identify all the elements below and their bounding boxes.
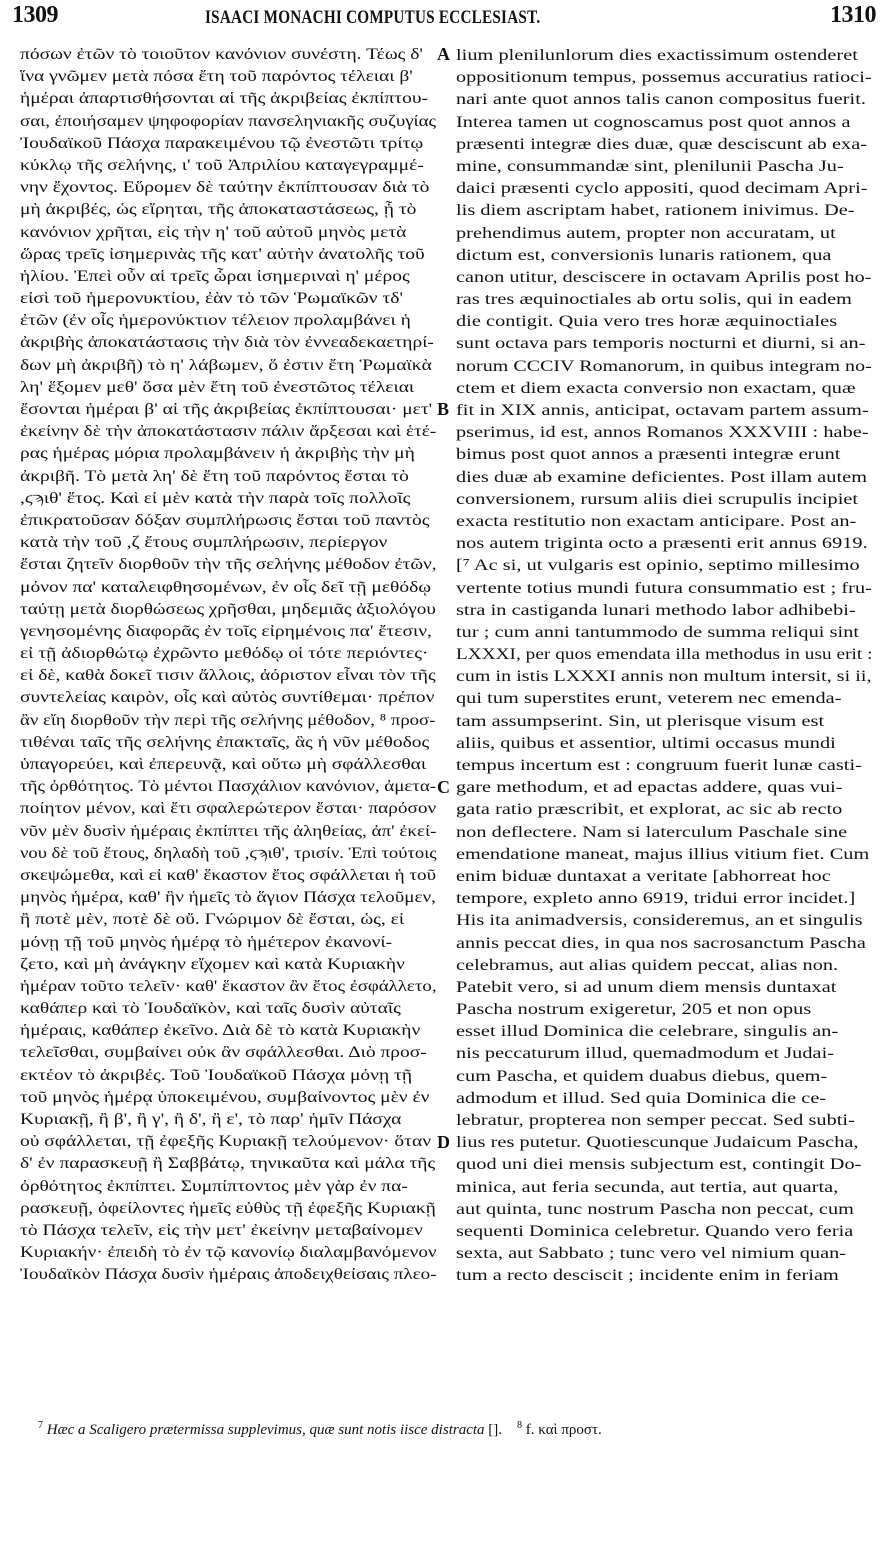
- footnote-mark-8: 8: [517, 1420, 523, 1431]
- latin-line: admodum et illud. Sed quia Dominica die ce-: [456, 1088, 827, 1107]
- greek-line: τοῦ μηνὸς ἡμέρᾳ ὑποκειμένου, συμβαίνοντος μὲν ἐν: [20, 1088, 430, 1106]
- latin-line: cum in istis LXXXI annis non multum intersit, si ii,: [456, 667, 872, 686]
- latin-line: nis peccaturum illud, quemadmodum et Judai-: [456, 1044, 835, 1063]
- greek-line: μόνον πα' καταλειφθησομένων, ἐν οἷς δεῖ τῇ μεθόδῳ: [20, 578, 432, 596]
- latin-line: emendatione maneat, majus illius vitium fiet. Cum: [456, 844, 870, 863]
- latin-line: daici præsenti cyclo appositi, quod decimam Apri-: [456, 179, 868, 198]
- latin-line: celebramus, aut alias quidem peccat, alias non.: [456, 955, 839, 974]
- latin-line: cum Pascha, et quidem duabus diebus, quem-: [456, 1066, 828, 1085]
- latin-line: conversionem, rursum aliis diei scrupulis incipiet: [456, 489, 859, 508]
- greek-line: δ' ἐν παρασκευῇ ἢ Σαββάτῳ, τηνικαῦτα καὶ μάλα τῆς: [20, 1155, 436, 1173]
- latin-line: Patebit vero, si ad unum diem mensis duntaxat: [456, 977, 837, 996]
- greek-line: λη' ἕξομεν μεθ' ὅσα μὲν ἔτη τοῦ ἐνεστῶτος τέλειαι: [20, 378, 415, 396]
- latin-line: qui tum superstites erunt, veterem nec emenda-: [456, 689, 842, 708]
- greek-line: οὐ σφάλλεται, τῇ ἐφεξῆς Κυριακῇ τελούμενον· ὅταν: [20, 1133, 432, 1151]
- latin-line: mine, consummandæ sint, plenilunii Pascha Ju-: [456, 156, 844, 175]
- margin-letter-a: A: [437, 44, 450, 64]
- latin-line: [⁷ Ac si, ut vulgaris est opinio, septimo millesimo: [456, 556, 860, 575]
- greek-line: ἐκείνην δὲ τὴν ἀποκατάστασιν πάλιν ἄρξεσαι καὶ ἑτέ-: [20, 423, 437, 441]
- latin-line: His ita animadversis, consideremus, an et singulis: [456, 911, 863, 930]
- greek-line: ἡμέραι ἀπαρτισθήσονται αἱ τῆς ἀκριβείας ἐκπίπτου-: [20, 90, 428, 108]
- greek-line: κανόνιον χρῆται, εἰς τὴν η' τοῦ αὐτοῦ μηνὸς μετὰ: [20, 223, 407, 241]
- latin-line: non deflectere. Nam si laterculum Paschale sine: [456, 822, 848, 841]
- greek-line: ἡμέραις, καθάπερ ἐκεῖνο. Διὰ δὲ τὸ κατὰ Κυριακὴν: [20, 1022, 421, 1040]
- latin-line: LXXXI, per quos emendata illa methodus in usu erit :: [456, 645, 873, 664]
- greek-line: εκτέον τὸ ἀκριβές. Τοῦ Ἰουδαϊκοῦ Πάσχα μόνῃ τῇ: [20, 1066, 413, 1084]
- latin-line: nos autem triginta octo a præsenti erit annus 6919.: [456, 534, 868, 553]
- latin-line: gata ratio præscribit, et explorat, ac sic ab recto: [456, 800, 843, 819]
- greek-line: ἐπικρατοῦσαν δόξαν συμπλήρωσις ἔσται τοῦ παντὸς: [20, 511, 430, 529]
- margin-letter-d: D: [437, 1131, 450, 1152]
- latin-line: prehendimus autem, propter non accuratam, ut: [456, 223, 836, 242]
- greek-line: τὸ Πάσχα τελεῖν, εἰς τὴν μετ' ἐκείνην μεταβαίνομεν: [20, 1221, 423, 1239]
- latin-line: ras tres æquinoctiales ab ortu solis, qui in eadem: [456, 290, 852, 309]
- latin-line: sunt octava pars temporis nocturni et diurni, si an-: [456, 334, 866, 353]
- latin-line: sexta, aut Sabbato ; tunc vero vel nimium quan-: [456, 1244, 847, 1263]
- latin-line: tam assumpserint. Sin, ut plerisque visum est: [456, 711, 825, 730]
- greek-line: ἵνα γνῶμεν μετὰ πόσα ἔτη τοῦ παρόντος τέλειαι β': [20, 68, 413, 86]
- greek-line: μηνὸς ἡμέρα, καθ' ἣν ἡμεῖς τὸ ἅγιον Πάσχα τελοῦμεν,: [20, 889, 436, 907]
- greek-line: ἔσται ζητεῖν διορθοῦν τὴν τῆς σελήνης μέθοδον ἐτῶν,: [20, 556, 437, 574]
- footnote-text-7: Hæc a Scaligero prætermissa supplevimus, quæ sunt notis iisce distracta: [46, 1422, 485, 1438]
- greek-line: Κυριακήν· ἐπειδὴ τὸ ἐν τῷ κανονίῳ διαλαμβανόμενον: [20, 1244, 437, 1262]
- greek-line: ἡλίου. Ἐπεὶ οὖν αἱ τρεῖς ὧραι ἰσημεριναὶ η' μέρος: [20, 267, 410, 285]
- greek-line: νου δὲ τοῦ ἔτους, δηλαδὴ τοῦ ,ϛϡιθ', τρισίν. Ἐπὶ τούτοις: [20, 844, 437, 862]
- latin-line: sequenti Dominica celebretur. Quando vero feria: [456, 1221, 854, 1240]
- greek-line: Κυριακῇ, ἢ β', ἢ γ', ἢ δ', ἢ ε', τὸ παρ' ἡμῖν Πάσχα: [20, 1111, 402, 1128]
- latin-line: præsenti integræ dies duæ, quæ desciscunt ab exa-: [456, 134, 868, 153]
- latin-line: pserimus, id est, annos Romanos XXXVIII : habe-: [456, 423, 869, 442]
- latin-line: tur ; cum anni tantummodo de summa reliqui sint: [456, 622, 860, 641]
- greek-line: πόσων ἐτῶν τὸ τοιοῦτον κανόνιον συνέστη. Τέως δ': [20, 46, 423, 63]
- footnote-brackets: [].: [488, 1422, 503, 1438]
- page-number-left: 1309: [12, 2, 58, 28]
- latin-line: enim biduæ duntaxat a veritate [abhorreat hoc: [456, 866, 831, 885]
- latin-line: tempus incertum est : congruum fuerit lunæ casti-: [456, 756, 862, 774]
- greek-line: εἰ δὲ, καθὰ δοκεῖ τισιν ἄλλοις, ἀόριστον εἶναι τὸν τῆς: [20, 667, 436, 685]
- greek-line: Ἰουδαϊκοῦ Πάσχα παρακειμένου τῷ ἐνεστῶτι τρίτῳ: [20, 134, 424, 152]
- latin-line: fit in XIX annis, anticipat, octavam partem assum-: [456, 401, 869, 419]
- running-title: ISAACI MONACHI COMPUTUS ECCLESIAST.: [205, 8, 541, 28]
- greek-line: εἰ τῇ ἀδιορθώτῳ ἐχρῶντο μεθόδῳ οἱ τότε περιόντες·: [20, 645, 429, 663]
- greek-line: συντελείας καιρὸν, οἷς καὶ αὐτὸς συντίθεμαι· πρέπον: [20, 689, 435, 707]
- latin-line: aliis, quibus et assentior, ultimi occasus mundi: [456, 733, 836, 752]
- latin-line: quod uni diei mensis subjectum est, contingit Do-: [456, 1155, 862, 1174]
- footnotes: [38, 1420, 858, 1439]
- greek-line: τῆς ὀρθότητος. Τὸ μέντοι Πασχάλιον κανόνιον, ἀμετα-: [20, 778, 437, 796]
- greek-line: σαι, ἐποιήσαμεν ψηφοφορίαν πανσεληνιακῆς συζυγίας: [20, 112, 437, 130]
- greek-line: ,ϛϡιθ' ἔτος. Καὶ εἰ μὲν κατὰ τὴν παρὰ τοῖς πολλοῖς: [20, 489, 411, 507]
- page-number-right: 1310: [830, 2, 876, 28]
- latin-line: bimus post quot annos a præsenti integræ erunt: [456, 445, 841, 464]
- latin-line: exacta restitutio non exactam anticipare. Post an-: [456, 511, 857, 530]
- latin-line: tum a recto desciscit ; incidente enim in feriam: [456, 1266, 839, 1285]
- latin-line: dictum est, conversionis lunaris rationem, qua: [456, 245, 832, 264]
- latin-line: lis diem ascriptam habet, rationem inivimus. De-: [456, 201, 855, 220]
- latin-line: esset illud Dominica die celebrare, singulis an-: [456, 1022, 839, 1041]
- greek-line: ὀρθότητος ἐκπίπτει. Συμπίπτοντος μὲν γὰρ ἐν πα-: [20, 1177, 408, 1195]
- latin-line: canon utitur, desciscere in octavam Aprilis post ho-: [456, 267, 872, 286]
- greek-line: τελεῖσθαι, συμβαίνει οὐκ ἂν σφάλλεσθαι. Διὸ προσ-: [20, 1044, 427, 1062]
- margin-letter-c: C: [437, 776, 450, 797]
- latin-column: [456, 44, 872, 1287]
- latin-line: gare methodum, et ad epactas addere, quas vui-: [456, 778, 843, 797]
- latin-line: tempore, expleto anno 6919, tridui error incidet.]: [456, 889, 856, 908]
- greek-column: [20, 44, 436, 1287]
- latin-line: minica, aut feria secunda, aut tertia, aut quarta,: [456, 1177, 839, 1196]
- latin-line: norum CCCIV Romanorum, in quibus integram no-: [456, 356, 872, 375]
- margin-letter-b: B: [437, 399, 450, 420]
- footnote-text-8: f. καὶ προστ.: [525, 1422, 602, 1438]
- greek-line: δων μὴ ἀκριβῆ) τὸ η' λάβωμεν, ὅ ἐστιν ἔτη Ῥωμαϊκὰ: [20, 356, 432, 374]
- greek-line: ἢ ποτὲ μὲν, ποτὲ δὲ οὔ. Γνώριμον δὲ ἔσται, ὡς, εἰ: [20, 911, 405, 929]
- greek-line: νῦν μὲν δυσὶν ἡμέραις ἐκπίπτει τῆς ἀληθείας, ἀπ' ἐκεί-: [20, 822, 437, 840]
- greek-line: ὑπαγορεύει, καὶ ἐπερευνᾷ, καὶ οὕτω μὴ σφάλλεσθαι: [20, 756, 427, 773]
- greek-line: κύκλῳ τῆς σελήνης, ι' τοῦ Ἀπριλίου καταγεγραμμέ-: [20, 156, 424, 174]
- page-header: [0, 0, 886, 38]
- latin-line: lius res putetur. Quotiescunque Judaicum Pascha,: [456, 1133, 859, 1152]
- latin-line: aut quinta, tunc nostrum Pascha non peccat, cum: [456, 1199, 854, 1218]
- greek-line: ἀκριβὴς ἀποκατάστασις τὴν διὰ τὸν ἐννεαδεκαετηρί-: [20, 334, 434, 352]
- greek-line: ἀκριβῆ. Τὸ μετὰ λη' δὲ ἔτη τοῦ παρόντος ἔσται τὸ: [20, 467, 409, 485]
- latin-line: lebratur, propterea non semper peccat. Sed subti-: [456, 1111, 855, 1129]
- greek-line: νην ἔχοντος. Εὕρομεν δὲ ταύτην ἐκπίπτουσαν διὰ τὸ: [20, 179, 430, 197]
- latin-line: vertente totius mundi futura consummatio est ; fru-: [456, 578, 872, 597]
- latin-line: lium plenilunlorum dies exactissimum ostenderet: [456, 46, 858, 64]
- greek-line: ρας ἡμέρας μόρια προλαμβάνειν ἡ ἀκριβὴς τὴν μὴ: [20, 445, 415, 463]
- greek-line: εἰσὶ τοῦ ἡμερονυκτίου, ἐὰν τὸ τῶν Ῥωμαϊκῶν τδ': [20, 290, 403, 308]
- greek-line: μὴ ἀκριβές, ὡς εἴρηται, τῆς ἀποκαταστάσεως, ᾗ τὸ: [20, 201, 417, 219]
- greek-line: ὥρας τρεῖς ἰσημερινὰς τῆς κατ' αὐτὴν ἀνατολῆς τοῦ: [20, 245, 425, 263]
- latin-line: oppositionum tempus, possemus accuratius ratioci-: [456, 68, 872, 87]
- latin-line: nari ante quot annos talis canon compositus fuerit.: [456, 90, 867, 109]
- greek-line: ποίητον μένον, καὶ ἔτι σφαλερώτερον ἔσται· παρόσον: [20, 800, 437, 818]
- footnote-mark-7: 7: [38, 1420, 43, 1431]
- greek-line: Ἰουδαϊκὸν Πάσχα δυσὶν ἡμέραις ἀποδειχθείσαις πλεο-: [20, 1266, 437, 1284]
- greek-line: μόνῃ τῇ τοῦ μηνὸς ἡμέρᾳ τὸ ἡμέτερον ἐκανονί-: [20, 933, 393, 951]
- latin-line: die contigit. Quia vero tres horæ æquinoctiales: [456, 312, 838, 331]
- latin-line: annis peccat dies, in qua nos sacrosanctum Pascha: [456, 933, 866, 952]
- greek-line: σκεψώμεθα, καὶ εἰ καθ' ἕκαστον ἔτος σφάλλεται ἡ τοῦ: [20, 866, 437, 884]
- greek-line: τιθέναι ταῖς τῆς σελήνης ἐπακταῖς, ἃς ἡ νῦν μέθοδος: [20, 733, 430, 751]
- greek-line: καθάπερ καὶ τὸ Ἰουδαϊκὸν, καὶ ταῖς δυσὶν αὐταῖς: [20, 1000, 401, 1018]
- greek-line: ρασκευῇ, ὀφείλοντες ἡμεῖς εὐθὺς τῇ ἐφεξῆς Κυριακῇ: [20, 1199, 436, 1217]
- latin-line: Interea tamen ut cognoscamus post quot annos a: [456, 112, 851, 131]
- greek-line: ἔσονται ἡμέραι β' αἱ τῆς ἀκριβείας ἐκπίπτουσαι· μετ': [20, 401, 433, 418]
- latin-line: Pascha nostrum exigeretur, 205 et non opus: [456, 1000, 812, 1019]
- greek-line: γενησομένης διαφορᾶς ἐν τοῖς εἰρημένοις πα' ἔτεσιν,: [20, 622, 432, 640]
- greek-line: ἂν εἴη διορθοῦν τὴν περὶ τῆς σελήνης μέθοδον, ⁸ προσ-: [20, 711, 436, 729]
- greek-line: ζετο, καὶ μὴ ἀνάγκην εἴχομεν καὶ κατὰ Κυριακὴν: [20, 955, 405, 973]
- latin-line: ctem et diem exacta conversio non exactam, quæ: [456, 378, 856, 397]
- greek-line: κατὰ τὴν τοῦ ,ζ ἔτους συμπλήρωσιν, περίεργον: [20, 534, 388, 552]
- greek-line: ἡμέραν τοῦτο τελεῖν· καθ' ἕκαστον ἂν ἔτος ἐσφάλλετο,: [20, 977, 437, 995]
- latin-line: dies duæ ab examine deficientes. Post illam autem: [456, 467, 868, 486]
- latin-line: stra in castiganda lunari methodo labor adhibebi-: [456, 600, 856, 619]
- greek-line: ταύτῃ μετὰ διορθώσεως χρῆσθαι, μηδεμιᾶς ἀξιολόγου: [20, 600, 436, 618]
- greek-line: ἐτῶν (ἐν οἷς ἡμερονύκτιον τέλειον προλαμβάνει ἡ: [20, 312, 411, 330]
